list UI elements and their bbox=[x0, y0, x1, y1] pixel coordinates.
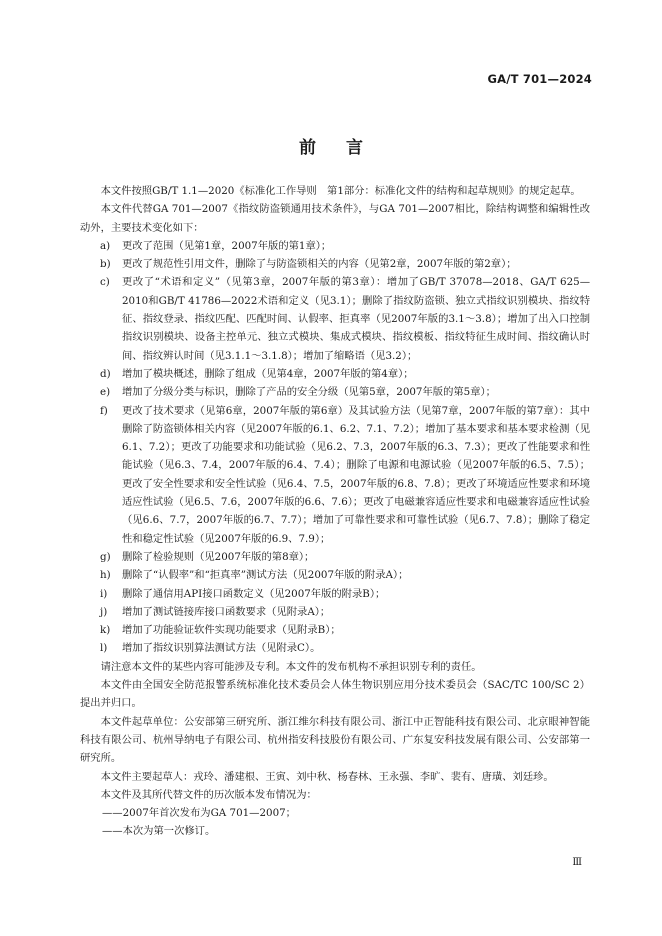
history-line: ——本次为第一次修订。 bbox=[102, 825, 216, 838]
list-item-label: c) bbox=[100, 276, 110, 289]
list-item bbox=[80, 621, 590, 639]
list-item bbox=[80, 548, 590, 566]
standard-code: GA/T 701—2024 bbox=[487, 72, 592, 86]
list-item-label: g) bbox=[100, 550, 111, 563]
document-body bbox=[80, 182, 590, 841]
list-item-label: d) bbox=[100, 367, 111, 380]
list-item bbox=[80, 402, 590, 548]
page-number: Ⅲ bbox=[572, 857, 582, 868]
paragraph: 请注意本文件的某些内容可能涉及专利。本文件的发布机构不承担识别专利的责任。 bbox=[100, 660, 482, 673]
list-item bbox=[80, 365, 590, 383]
list-item-text: 删除了通信用API接口函数定义（见2007年版的附录B）； bbox=[122, 587, 386, 600]
list-item bbox=[80, 237, 590, 255]
list-item bbox=[80, 255, 590, 273]
list-item-label: a) bbox=[100, 239, 111, 252]
list-item bbox=[80, 603, 590, 621]
list-item bbox=[80, 383, 590, 401]
list-item bbox=[80, 585, 590, 603]
list-item-label: b) bbox=[100, 258, 111, 271]
list-item-text: 更改了“术语和定义”（见第3章，2007年版的第3章）：增加了GB/T 37078—2018、GA/T 625—2010和GB/T 41786—2022术语和定义（见3.1）；删除了指纹防盗锁、独立式指纹识别模块、指纹特征、指纹登录、指纹匹配、匹配时间、认假率、拒真率（见2007年版的3.1～3.8）；增加了出入口控制指纹识别模块、设备主控单元、独立式模块、集成式模块、指纹模板、指纹特征生成时间、指纹确认时间、指纹辨认时间（见3.1.1～3.1.8）；增加了缩略语（见3.2）； bbox=[122, 276, 590, 362]
paragraph: 本文件起草单位：公安部第三研究所、浙江维尔科技有限公司、浙江中正智能科技有限公司、北京眼神智能科技有限公司、杭州导纳电子有限公司、杭州指安科技股份有限公司、广东复安科技发展有限公司、公安部第一研究所。 bbox=[80, 715, 590, 765]
list-item-text: 更改了技术要求（见第6章，2007年版的第6章）及其试验方法（见第7章，2007年版的第7章）：其中删除了防盗锁体相关内容（见2007年版的6.1、6.2、7.1、7.2）；增加了基本要求和基本要求检测（见6.1、7.2）；更改了功能要求和功能试验（见6.2、7.3，2007年版的6.3、7.3）；更改了性能要求和性能试验（见6.3、7.4，2007年版的6.4、7.4）；删除了电源和电源试验（见2007年版的6.5、7.5）；更改了安全性要求和安全性试验（见6.4、7.5，2007年版的6.8、7.8）；更改了环境适应性要求和环境适应性试验（见6.5、7.6，2007年版的6.6、7.6）；更改了电磁兼容适应性要求和电磁兼容适应性试验（见6.6、7.7，2007年版的6.7、7.7）；增加了可靠性要求和可靠性试验（见6.7、7.8）；删除了稳定性和稳定性试验（见2007年版的6.9、7.9）； bbox=[122, 404, 590, 545]
paragraph: 本文件主要起草人：戎玲、潘建根、王寅、刘中秋、杨春林、王永强、李旷、裴有、唐璜、刘廷珍。 bbox=[100, 770, 554, 783]
list-item-label: e) bbox=[100, 386, 111, 399]
list-item-label: f) bbox=[100, 404, 108, 417]
list-item-text: 增加了分级分类与标识，删除了产品的安全分级（见第5章，2007年版的第5章）； bbox=[122, 386, 496, 399]
list-item-label: l) bbox=[100, 642, 108, 655]
list-item-label: i) bbox=[100, 587, 108, 600]
list-item bbox=[80, 639, 590, 657]
list-item-text: 增加了指纹识别算法测试方法（见附录C）。 bbox=[122, 642, 321, 655]
list-item-text: 更改了范围（见第1章，2007年版的第1章）； bbox=[122, 239, 332, 252]
paragraph: 本文件由全国安全防范报警系统标准化技术委员会人体生物识别应用分技术委员会（SAC/TC 100/SC 2）提出并归口。 bbox=[80, 679, 590, 710]
list-item bbox=[80, 566, 590, 584]
list-item-text: 删除了“认假率”和“拒真率”测试方法（见2007年版的附录A）； bbox=[122, 569, 409, 582]
list-item-text: 删除了检验规则（见2007年版的第8章）； bbox=[122, 550, 315, 563]
list-item-text: 更改了规范性引用文件，删除了与防盗锁相关的内容（见第2章，2007年版的第2章）； bbox=[122, 258, 517, 271]
list-item bbox=[80, 273, 590, 364]
list-item-text: 增加了测试链接库接口函数要求（见附录A）； bbox=[122, 605, 331, 618]
page-title: 前言 bbox=[299, 138, 393, 158]
list-item-label: k) bbox=[100, 624, 111, 637]
list-item-text: 增加了功能验证软件实现功能要求（见附录B）； bbox=[122, 624, 341, 637]
list-item-label: h) bbox=[100, 569, 111, 582]
list-item-text: 增加了模块概述，删除了组成（见第4章，2007年版的第4章）； bbox=[122, 367, 414, 380]
paragraph: 本文件及其所代替文件的历次版本发布情况为： bbox=[100, 788, 317, 801]
paragraph: 本文件代替GA 701—2007《指纹防盗锁通用技术条件》，与GA 701—2007相比，除结构调整和编辑性改动外，主要技术变化如下： bbox=[80, 203, 590, 234]
paragraph: 本文件按照GB/T 1.1—2020《标准化工作导则 第1部分：标准化文件的结构和起草规则》的规定起草。 bbox=[100, 185, 581, 197]
list-item-label: j) bbox=[100, 605, 108, 618]
change-list bbox=[80, 237, 590, 658]
history-line: ——2007年首次发布为GA 701—2007； bbox=[102, 807, 296, 820]
